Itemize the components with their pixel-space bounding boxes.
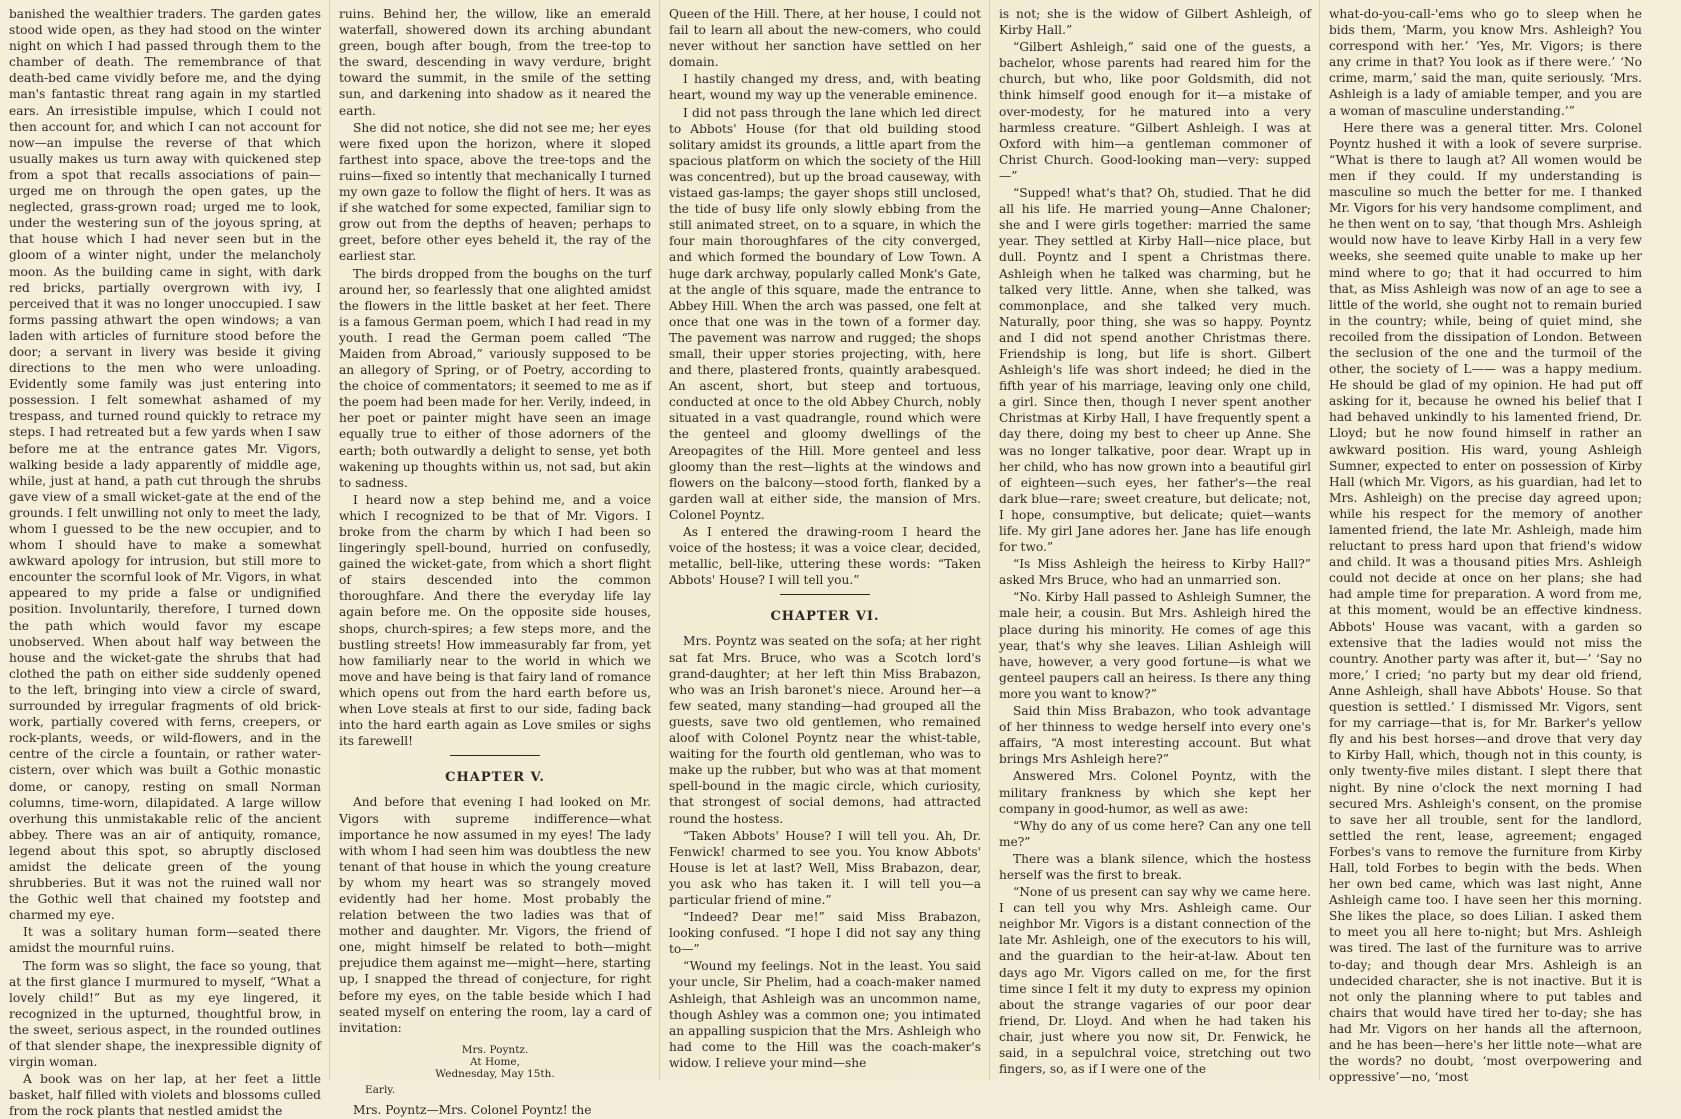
paragraph: “Gilbert Ashleigh,” said one of the guests, a bachelor, whose parents had reared him for the church, but who, like poor Goldsmith, did not think himself good enough for it—a mistake of over-modesty, for he matured into a very harmless creature. “Gilbert Ashleigh. I was at Oxford with him—a gentleman commoner of Christ Church. Good-looking man—very: supped—” [999, 40, 1311, 183]
paragraph: I did not pass through the lane which led direct to Abbots' House (for that old building stood solitary amidst its grounds, a little apart from the spacious platform on which the society of the Hill was concentred), but up the broad causeway, with vistaed gas-lamps; the gayer shops still unclosed, the tide of busy life only slowly ebbing from the still animated street, on to a square, in which the four main thoroughfares of the city converged, and which formed the boundary of Low Town. A huge dark archway, popularly called Monk's Gate, at the angle of this square, made the entrance to Abbey Hill. When the arch was passed, one felt at once that one was in the town of a former day. The pavement was narrow and rugged; the shops small, their upper stories projecting, with, here and there, plastered fronts, quaintly arabesqued. An ascent, short, but steep and tortuous, conducted at once to the old Abbey Church, nobly situated in a vast quadrangle, round which were the genteel and gloomy dwellings of the Areopagites of the Hill. More genteel and less gloomy than the rest—lights at the windows and flowers on the balcony—stood forth, flanked by a garden wall at either side, the mansion of Mrs. Colonel Poyntz. [669, 105, 981, 522]
column-3 [660, 0, 990, 1080]
chapter-heading: CHAPTER VI. [770, 609, 880, 625]
paragraph: She did not notice, she did not see me; her eyes were fixed upon the horizon, where it sloped farthest into space, above the tree-tops and the ruins—fixed so intently that mechanically I turned my own gaze to follow the flight of hers. It was as if she watched for some expected, familiar sign to grow out from the depths of heaven; perhaps to greet, before other eyes beheld it, the ray of the earliest star. [339, 120, 651, 264]
card-line: Mrs. Poyntz. [461, 1043, 529, 1056]
paragraph: The birds dropped from the boughs on the turf around her, so fearlessly that one alighted amidst the flowers in the little basket at her feet. There is a famous German poem, which I had read in my youth. I read the German poem called “The Maiden from Abroad,” variously supposed to be an allegory of Spring, or of Poetry, according to the choice of commentators; it seemed to me as if the poem had been made for her. Verily, indeed, in her poet or painter might have seen an image equally true to either of those adorners of the earth; both outwardly a delight to sense, yet both wakening up thoughts within us, not sad, but akin to sadness. [339, 266, 651, 490]
paragraph: A book was on her lap, at her feet a little basket, half filled with violets and blossoms culled from the rock plants that nestled amidst the [9, 1072, 321, 1119]
paragraph: is not; she is the widow of Gilbert Ashleigh, of Kirby Hall.” [999, 7, 1311, 38]
paragraph: The form was so slight, the face so young, that at the first glance I murmured to myself, “What a lovely child!” But as my eye lingered, it recognized in the upturned, thoughtful brow, in the sweet, serious aspect, in the rounded outlines of that slender shape, the inexpressible dignity of virgin woman. [9, 958, 321, 1070]
paragraph: Said thin Miss Brabazon, who took advantage of her thinness to wedge herself into every one's affairs, “A most interesting account. But what brings Mrs Ashleigh here?” [999, 704, 1311, 767]
paragraph: ruins. Behind her, the willow, like an emerald waterfall, showered down its arching abundant green, bough after bough, from the tree-top to the sward, descending in wavy verdure, bright toward the summit, in the smile of the setting sun, and darkening into shadow as it neared the earth. [339, 7, 651, 118]
divider [780, 594, 870, 595]
paragraph: And before that evening I had looked on Mr. Vigors with supreme indifference—what importance he now assumed in my eyes! The lady with whom I had seen him was doubtless the new tenant of that house in which the young creature by whom my heart was so strangely moved evidently had her home. Most probably the relation between the two ladies was that of mother and daughter. Mr. Vigors, the friend of one, might himself be related to both—might prejudice them against me—might—here, starting up, I snapped the thread of conjecture, for right before my eyes, on the table beside which I had seated myself on entering the room, lay a card of invitation: [339, 795, 651, 1035]
invitation-card [339, 1044, 651, 1096]
paragraph: I heard now a step behind me, and a voice which I recognized to be that of Mr. Vigors. I broke from the charm by which I had been so lingeringly spell-bound, hurried on confusedly, gained the wicket-gate, from which a short flight of stairs descended into the common thoroughfare. And there the everyday life lay again before me. On the opposite side houses, shops, church-spires; a few steps more, and the bustling streets! How immeasurably far from, yet how familiarly near to the world in which we move and have being is that fairy land of romance which opens out from the hard earth before us, when Love steals at first to our side, fading back into the hard earth again as Love smiles or sighs its farewell! [339, 492, 651, 749]
card-early: Early. [365, 1083, 396, 1096]
divider [450, 755, 540, 756]
card-line: At Home, [470, 1055, 520, 1068]
paragraph: As I entered the drawing-room I heard the voice of the hostess; it was a voice clear, decided, metallic, bell-like, uttering these words: “Taken Abbots' House? I will tell you.” [669, 525, 981, 588]
paragraph: “Wound my feelings. Not in the least. You said your uncle, Sir Phelim, had a coach-maker named Ashleigh, that Ashleigh was an uncommon name, though Ashley was a common one; you intimated an appalling suspicion that the Mrs. Ashleigh who had come to the Hill was the coach-maker's widow. I relieve your mind—she [669, 959, 981, 1070]
paragraph: “Why do any of us come here? Can any one tell me?” [999, 818, 1311, 849]
card-line: Wednesday, May 15th. [435, 1067, 555, 1080]
paragraph: Mrs. Poyntz was seated on the sofa; at her right sat fat Mrs. Bruce, who was a Scotch lord's grand-daughter; at her left thin Miss Brabazon, who was an Irish baronet's niece. Around her—a few seated, many standing—had grouped all the guests, save two old gentlemen, who remained aloof with Colonel Poyntz near the whist-table, waiting for the fourth old gentleman, who was to make up the rubber, but who was at that moment spell-bound in the magic circle, which curiosity, that strongest of social demons, had attracted round the hostess. [669, 634, 981, 826]
paragraph: banished the wealthier traders. The garden gates stood wide open, as they had stood on the winter night on which I had passed through them to the chamber of death. The remembrance of that death-bed came vividly before me, and the dying man's fantastic threat rang again in my startled ears. An irresistible impulse, which I could not then account for, and which I can not account for now—an impulse the reverse of that which usually makes us turn away with quickened step from a spot that recalls associations of pain—urged me on through the open gates, up the neglected, grass-grown road; urged me to look, under the westering sun of the joyous spring, at that house which I had never seen but in the gloom of a winter night, under the melancholy moon. As the building came in sight, with dark red bricks, partially overgrown with ivy, I perceived that it was no longer unoccupied. I saw forms passing athwart the open windows; a van laden with articles of furniture stood before the door; a servant in livery was beside it giving directions to the men who were unloading. Evidently some family was just entering into possession. I felt somewhat ashamed of my trespass, and turned round quickly to retrace my steps. I had retreated but a few yards when I saw before me at the entrance gates Mr. Vigors, walking beside a lady apparently of middle age, while, just at hand, a path cut through the shrubs gave view of a small wicket-gate at the end of the grounds. I felt unwilling not only to meet the lady, whom I guessed to be the new occupier, and to whom I should have to make a somewhat awkward apology for intrusion, but still more to encounter the scornful look of Mr. Vigors, in what appeared to my pride a false or undignified position. Involuntarily, therefore, I turned down the path which would favor my escape unobserved. When about half way between the house and the wicket-gate the shrubs that had clothed the path on either side suddenly opened to the left, bringing into view a circle of sward, surrounded by irregular fragments of old brick-work, partially covered with ferns, creepers, or rock-plants, weeds, or wild-flowers, and in the centre of the circle a fountain, or rather water-cistern, over which was built a Gothic monastic dome, or canopy, resting on small Norman columns, time-worn, dilapidated. A large willow overhung this unmistakable relic of the ancient abbey. There was an air of antiquity, romance, legend about this spot, so abruptly disclosed amidst the delicate green of the young shrubberies. But it was not the ruined wall nor the Gothic well that chained my footstep and charmed my eye. [9, 7, 321, 923]
paragraph: Mrs. Poyntz—Mrs. Colonel Poyntz! the [353, 1102, 592, 1117]
paragraph: Here there was a general titter. Mrs. Colonel Poyntz hushed it with a look of severe surprise. “What is there to laugh at? All women would be men if they could. If my understanding is masculine so much the better for me. I thanked Mr. Vigors for his very handsome compliment, and he then went on to say, ‘that though Mrs. Ashleigh would now have to leave Kirby Hall in a very few weeks, she seemed quite unable to make up her mind where to go; that it had occurred to him that, as Miss Ashleigh was now of an age to see a little of the world, she ought not to remain buried in the country; while, being of quiet mind, she recoiled from the dissipation of London. Between the seclusion of the one and the turmoil of the other, the society of L—— was a happy medium. He should be glad of my opinion. He had put off asking for it, because he owned his belief that I had behaved unkindly to his lamented friend, Dr. Lloyd; but he now found himself in rather an awkward position. His ward, young Ashleigh Sumner, expected to enter on possession of Kirby Hall (which Mr. Vigors, as his guardian, had let to Mrs. Ashleigh) on the precise day agreed upon; while his respect for the memory of another lamented friend, the late Mr. Ashleigh, made him reluctant to press hard upon that friend's widow and child. It was a thousand pities Mrs. Ashleigh could not decide at once on her plans; she had had ample time for preparation. A word from me, at this moment, would be an effective kindness. Abbots' House was vacant, with a garden so extensive that the ladies would not miss the country. Another party was after it, but—’ ‘Say no more,’ I cried; ‘no party but my dear old friend, Anne Ashleigh, shall have Abbots' House. So that question is settled.’ I dismissed Mr. Vigors, sent for my carriage—that is, for Mr. Barker's yellow fly and his best horses—and drove that very day to Kirby Hall, which, though not in this county, is only twenty-five miles distant. I slept there that night. By nine o'clock the next morning I had secured Mrs. Ashleigh's consent, on the promise to save her all trouble, sent for the landlord, settled the rent, lease, agreement; engaged Forbes's vans to remove the furniture from Kirby Hall, told Forbes to begin with the beds. When her own bed came, which was last night, Anne Ashleigh came too. I have seen her this morning. She likes the place, so does Lilian. I asked them to meet you all here to-night; but Mrs. Ashleigh was tired. The last of the furniture was to arrive to-day; and though dear Mrs. Ashleigh is an undecided character, she is not inactive. But it is not only the planning where to put tables and chairs that would have tired her to-day; she has had Mr. Vigors on her hands all the afternoon, and he has been—here's her little note—what are the words? no doubt, ‘most overpowering and oppressive’—no, ‘most [1329, 120, 1642, 1085]
column-4 [990, 0, 1320, 1080]
paragraph: what-do-you-call-'ems who go to sleep when he bids them, ‘Marm, you know Mrs. Ashleigh? You correspond with her.’ ‘Yes, Mr. Vigors; is there any crime in that? You look as if there were.’ ‘No crime, marm,’ said the man, quite seriously. ‘Mrs. Ashleigh is a lady of amiable temper, and you are a woman of masculine understanding.’” [1329, 7, 1642, 118]
column-5 [1320, 0, 1650, 1085]
paragraph: “Taken Abbots' House? I will tell you. Ah, Dr. Fenwick! charmed to see you. You know Abbots' House is let at last? Well, Miss Brabazon, dear, you ask who has taken it. I will tell you—a particular friend of mine.” [669, 828, 981, 907]
paragraph: Queen of the Hill. There, at her house, I could not fail to learn all about the new-comers, who could never without her sanction have settled on her domain. [669, 7, 981, 70]
paragraph: “Indeed? Dear me!” said Miss Brabazon, looking confused. “I hope I did not say any thing to—” [669, 910, 981, 957]
paragraph: “Supped! what's that? Oh, studied. That he did all his life. He married young—Anne Chaloner; she and I were girls together: married the same year. They settled at Kirby Hall—nice place, but dull. Poyntz and I spent a Christmas there. Ashleigh when he talked was charming, but he talked very little. Anne, when she talked, was commonplace, and she talked very much. Naturally, poor thing, she was so happy. Poyntz and I did not spend another Christmas there. Friendship is long, but life is short. Gilbert Ashleigh's life was short indeed; he died in the fifth year of his marriage, leaving only one child, a girl. Since then, though I never spent another Christmas at Kirby Hall, I have frequently spent a day there, doing my best to cheer up Anne. She was no longer talkative, poor dear. Wrapt up in her child, who has now grown into a beautiful girl of eighteen—such eyes, her father's—the real dark blue—rare; sweet creature, but delicate; not, I hope, consumptive, but delicate; quiet—wants life. My girl Jane adores her. Jane has life enough for two.” [999, 186, 1311, 555]
column-2 [330, 0, 660, 1117]
paragraph: “No. Kirby Hall passed to Ashleigh Sumner, the male heir, a cousin. But Mrs. Ashleigh hired the place during his minority. He comes of age this year, that's why she leaves. Lilian Ashleigh will have, however, a very good fortune—is what we genteel paupers call an heiress. Is there any thing more you want to know?” [999, 590, 1311, 701]
paragraph: I hastily changed my dress, and, with beating heart, wound my way up the venerable eminence. [669, 72, 981, 103]
paragraph: Answered Mrs. Colonel Poyntz, with the military frankness by which she kept her company in good-humor, as well as awe: [999, 769, 1311, 816]
chapter-heading: CHAPTER V. [445, 770, 545, 786]
paragraph: It was a solitary human form—seated there amidst the mournful ruins. [9, 925, 321, 956]
paragraph: “None of us present can say why we came here. I can tell you why Mrs. Ashleigh came. Our neighbor Mr. Vigors is a distant connection of the late Mr. Ashleigh, one of the executors to his will, and the guardian to the heir-at-law. About ten days ago Mr. Vigors called on me, for the first time since I felt it my duty to express my opinion about the strange vagaries of our poor dear friend, Dr. Lloyd. And when he had taken his chair, just where you now sit, Dr. Fenwick, he said, in a sepulchral voice, stretching out two fingers, so, as if I were one of the [999, 885, 1311, 1077]
paragraph: There was a blank silence, which the hostess herself was the first to break. [999, 851, 1311, 882]
column-1 [0, 0, 330, 1119]
paragraph: “Is Miss Ashleigh the heiress to Kirby Hall?” asked Mrs Bruce, who had an unmarried son. [999, 557, 1311, 588]
